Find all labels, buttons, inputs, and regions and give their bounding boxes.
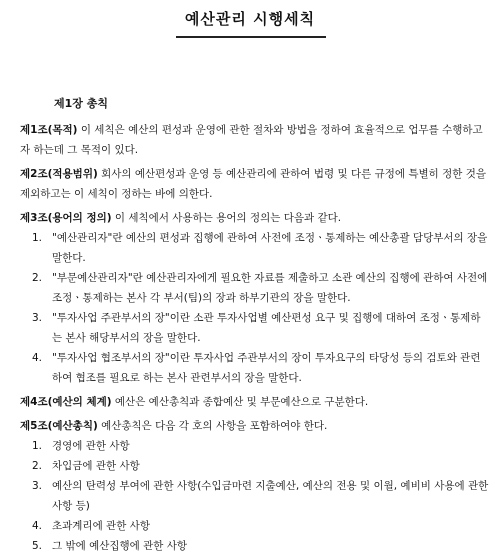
item-number: 4. [32,352,43,364]
item-text: 그 밖에 예산집행에 관한 사항 [52,540,188,552]
list-item [32,308,490,348]
item-number: 1. [32,232,43,244]
item-number: 3. [32,480,43,492]
budget-general-list [20,436,490,556]
item-text: "투자사업 주관부서의 장"이란 소관 투자사업별 예산편성 요구 및 집행에 대하여 조정ㆍ통제하는 본사 해당부서의 장을 말한다. [52,312,481,344]
chapter-title: 제1장 총칙 [54,97,108,110]
article-heading: 제3조(용어의 정의) [20,212,112,224]
item-text: 차입금에 관한 사항 [52,460,140,472]
article-text: 예산총칙은 다음 각 호의 사항을 포함하여야 한다. [101,420,328,432]
list-item [32,436,490,456]
list-item [32,268,490,308]
article-5 [20,416,490,556]
list-item [32,476,490,516]
article-text: 예산은 예산총칙과 종합예산 및 부문예산으로 구분한다. [114,396,369,408]
item-number: 5. [32,540,43,552]
article-4 [20,392,490,412]
list-item [32,456,490,476]
list-item [32,536,490,556]
title-underline [176,36,326,38]
article-text: 이 세칙에서 사용하는 용어의 정의는 다음과 같다. [114,212,342,224]
item-text: "예산관리자"란 예산의 편성과 집행에 관하여 사전에 조정ㆍ통제하는 예산총괄 담당부서의 장을 말한다. [52,232,488,264]
item-text: "부문예산관리자"란 예산관리자에게 필요한 자료를 제출하고 소관 예산의 집행에 관하여 사전에 조정ㆍ통제하는 본사 각 부서(팀)의 장과 하부기관의 장을 말한다. [52,272,488,304]
item-text: 예산의 탄력성 부여에 관한 사항(수입금마련 지출예산, 예산의 전용 및 이월, 예비비 사용에 관한 사항 등) [52,480,489,512]
item-number: 2. [32,460,43,472]
article-heading: 제1조(목적) [20,124,78,136]
item-text: 경영에 관한 사항 [52,440,130,452]
item-number: 2. [32,272,43,284]
item-number: 4. [32,520,43,532]
list-item [32,348,490,388]
item-number: 1. [32,440,43,452]
item-text: "투자사업 협조부서의 장"이란 투자사업 주관부서의 장이 투자요구의 타당성 등의 검토와 관련하여 협조를 필요로 하는 본사 관련부서의 장을 말한다. [52,352,481,384]
article-1 [20,120,490,160]
item-text: 초과계리에 관한 사항 [52,520,150,532]
document-title: 예산관리 시행세칙 [184,10,316,28]
article-heading: 제5조(예산총칙) [20,420,98,432]
document-body [20,120,490,560]
article-2 [20,164,490,204]
list-item [32,516,490,536]
item-number: 3. [32,312,43,324]
article-3 [20,208,490,388]
list-item [32,228,490,268]
article-text: 회사의 예산편성과 운영 등 예산관리에 관하여 법령 및 다른 규정에 특별히 정한 것을 제외하고는 이 세칙이 정하는 바에 의한다. [20,168,487,200]
article-heading: 제2조(적용범위) [20,168,98,180]
title-block [176,8,324,30]
article-heading: 제4조(예산의 체계) [20,396,112,408]
article-text: 이 세칙은 예산의 편성과 운영에 관한 절차와 방법을 정하여 효율적으로 업무를 수행하고자 하는데 그 목적이 있다. [20,124,483,156]
definition-list [20,228,490,388]
